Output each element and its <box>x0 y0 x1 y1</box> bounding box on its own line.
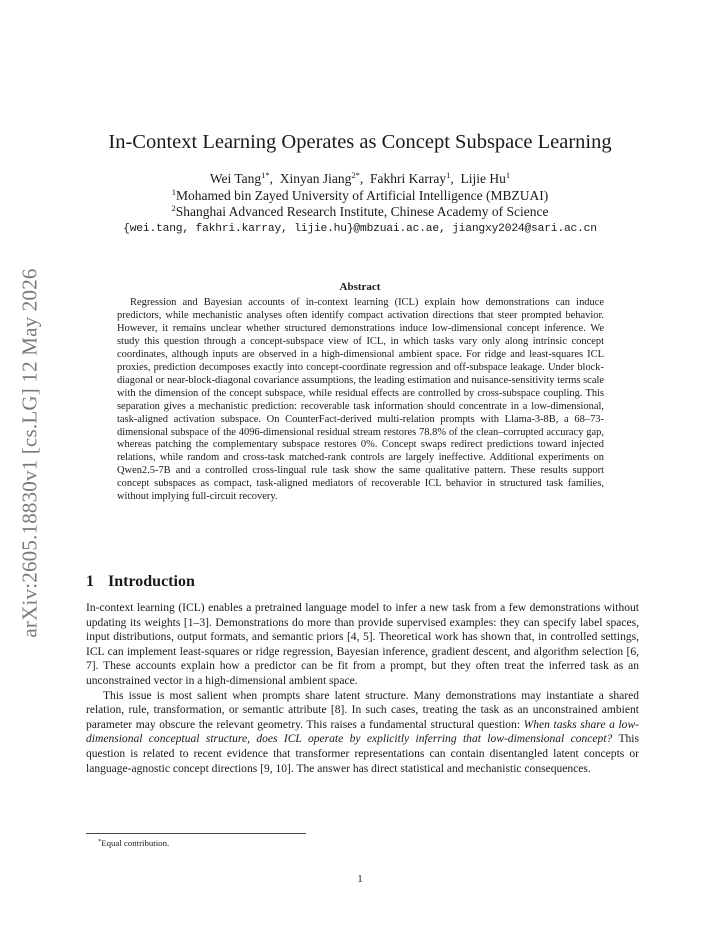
arxiv-stamp-text: arXiv:2605.18830v1 [cs.LG] 12 May 2026 <box>17 268 42 638</box>
footnote <box>98 838 169 848</box>
author-name: Lijie Hu <box>460 171 506 186</box>
abstract-text: Regression and Bayesian accounts of in-context learning (ICL) explain how demonstrations can induce predictors, while mechanistic analyses often identify compact activation directions that steer prompted behavior. However, it remains unclear whether structured demonstrations induce low-dimensional concept inference. We study this question through a concept-subspace view of ICL, in which tasks vary only along intrinsic concept coordinates, although inputs are observed in a high-dimensional ambient space. For ridge and least-squares ICL proxies, prediction decomposes exactly into concept-coordinate regression and off-subspace leakage. Under block-diagonal or near-block-diagonal covariance assumptions, the leading estimation and nuisance-sensitivity terms scale with the dimension of the concept subspace, while residual effects are controlled by cross-subspace coupling. This separation gives a mechanistic prediction: recoverable task information should concentrate in a low-dimensional, task-aligned activation subspace. On CounterFact-derived multi-relation prompts with Llama-3-8B, a 68–73-dimensional subspace of the 4096-dimensional residual stream restores 78.8% of the clean–corrupted accuracy gap, whereas patching the complementary subspace restores 0%. Concept swaps redirect predictions toward injected relations, while random and cross-task matched-rank controls are largely ineffective. Additional experiments on Qwen2.5-7B and a controlled cross-lingual rule task show the same qualitative pattern. These results support concept subspaces as compact, task-aligned mediators of recoverable ICL behavior in structured task families, without implying full-circuit recovery. <box>117 297 604 503</box>
section-title: Introduction <box>108 573 195 590</box>
author-affiliation-mark: 2* <box>351 170 360 180</box>
introduction-body <box>86 601 639 776</box>
page-number: 1 <box>357 873 363 885</box>
affiliation-mark: 2 <box>171 203 176 213</box>
footnote-divider <box>86 833 306 834</box>
affiliation-text: Mohamed bin Zayed University of Artificial Intelligence (MBZUAI) <box>175 187 549 203</box>
author-affiliation-mark: 1 <box>446 170 451 180</box>
affiliation-line <box>0 188 720 205</box>
author-affiliation-mark: 1* <box>261 170 270 180</box>
research-question: When tasks share a low-dimensional conceptual structure, does ICL operate by explicitly inferring that low-dimensional concept? <box>86 718 639 746</box>
affiliation-line <box>0 204 720 221</box>
author-emails: {wei.tang, fakhri.karray, lijie.hu}@mbzuai.ac.ae, jiangxy2024@sari.ac.cn <box>123 222 597 235</box>
affiliation-mark: 1 <box>171 186 176 197</box>
intro-paragraph <box>86 689 639 777</box>
paper-title: In-Context Learning Operates as Concept Subspace Learning <box>108 131 612 153</box>
author-name: Fakhri Karray <box>370 171 447 186</box>
footnote-mark: * <box>98 838 102 845</box>
author-block <box>0 171 720 237</box>
section-number: 1 <box>86 573 94 590</box>
author-list: Wei Tang$^{1*}$, Xinyan Jiang$^{2*}$, Fakhri Karray$^1$, Lijie Hu$^1$ <box>209 170 511 186</box>
intro-text: This question is related to recent evidence that transformer representations can contain disentangled latent concepts or language-agnostic concept directions [9, 10]. The answer has direct statistical and mechanistic consequences. <box>86 733 639 775</box>
footnote-text: Equal contribution. <box>101 838 170 848</box>
affiliation-text: Shanghai Advanced Research Institute, Chinese Academy of Science <box>175 204 549 219</box>
author-affiliation-mark: 1 <box>505 170 511 180</box>
section-heading <box>86 573 195 591</box>
abstract-heading: Abstract <box>339 281 381 293</box>
arxiv-identifier-stamp <box>17 258 43 648</box>
intro-text: This issue is most salient when prompts share latent structure. Many demonstrations may instantiate a shared relation, rule, transformation, or semantic attribute [8]. In such cases, treating the task as an unconstrained ambient parameter may obscure the relevant geometry. This raises a fundamental structural question: <box>86 689 639 731</box>
author-name: Xinyan Jiang <box>279 171 352 186</box>
intro-paragraph: In-context learning (ICL) enables a pretrained language model to infer a new task from a few demonstrations without updating its weights [1–3]. Demonstrations do more than provide supervised examples: they can specify label spaces, input distributions, output formats, and semantic priors [4, 5]. Theoretical work has shown that, in controlled settings, ICL can implement least-squares or ridge regression, Bayesian inference, gradient descent, and algorithm selection [6, 7]. These accounts explain how a predictor can be fit from a prompt, but they often treat the inferred task as an unconstrained vector in a high-dimensional ambient space. <box>86 602 639 687</box>
author-name: Wei Tang <box>209 171 262 186</box>
